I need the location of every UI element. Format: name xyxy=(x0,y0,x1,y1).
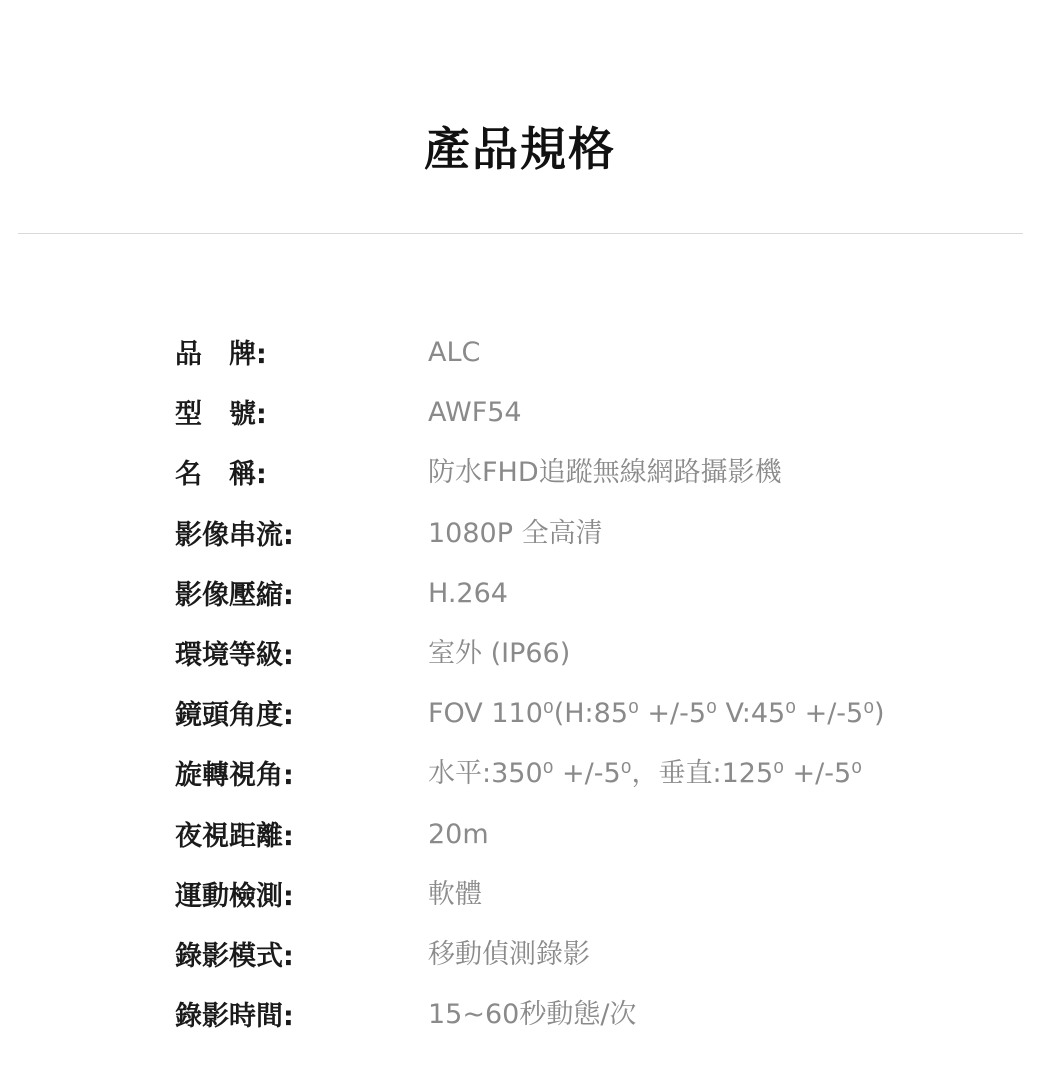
spec-label: 錄影模式: xyxy=(175,940,294,972)
spec-label: 運動檢測: xyxy=(175,880,294,912)
spec-row-name xyxy=(0,446,1040,506)
spec-value: H.264 xyxy=(428,577,508,609)
spec-label: 影像串流: xyxy=(175,519,294,551)
spec-value: 15~60秒動態/次 xyxy=(428,999,637,1031)
spec-row-night-vision xyxy=(0,808,1040,868)
spec-value: 水平:350⁰ +/-5⁰，垂直:125⁰ +/-5⁰ xyxy=(428,758,863,790)
spec-row-recording-time xyxy=(0,988,1040,1048)
spec-row-recording-mode xyxy=(0,928,1040,988)
spec-row-motion-detection xyxy=(0,868,1040,928)
spec-row-brand xyxy=(0,326,1040,386)
spec-label: 影像壓縮: xyxy=(175,579,294,611)
spec-value: 防水FHD追蹤無線網路攝影機 xyxy=(428,457,782,489)
spec-value: AWF54 xyxy=(428,397,522,429)
spec-value: 軟體 xyxy=(428,878,482,910)
spec-value: ALC xyxy=(428,337,481,368)
spec-row-compression xyxy=(0,567,1040,627)
spec-label: 名 稱: xyxy=(175,459,267,491)
spec-label: 環境等級: xyxy=(175,639,294,671)
spec-list xyxy=(0,326,1040,1048)
spec-label: 錄影時間: xyxy=(175,1001,294,1033)
spec-row-environment xyxy=(0,627,1040,687)
spec-label: 型 號: xyxy=(175,399,267,431)
spec-value: 室外 (IP66) xyxy=(428,637,571,669)
spec-label: 夜視距離: xyxy=(175,820,294,852)
spec-value: 20m xyxy=(428,818,489,850)
spec-row-rotation xyxy=(0,747,1040,807)
page-title: 產品規格 xyxy=(424,122,616,176)
spec-row-model xyxy=(0,386,1040,446)
spec-row-video-stream xyxy=(0,507,1040,567)
spec-row-lens-angle xyxy=(0,687,1040,747)
spec-label: 鏡頭角度: xyxy=(175,700,294,732)
title-divider xyxy=(18,233,1023,234)
spec-value: 1080P 全高清 xyxy=(428,517,603,549)
spec-label: 旋轉視角: xyxy=(175,760,294,792)
spec-value: 移動偵測錄影 xyxy=(428,938,590,970)
spec-label: 品 牌: xyxy=(175,339,267,370)
spec-value: FOV 110⁰(H:85⁰ +/-5⁰ V:45⁰ +/-5⁰) xyxy=(428,698,885,730)
